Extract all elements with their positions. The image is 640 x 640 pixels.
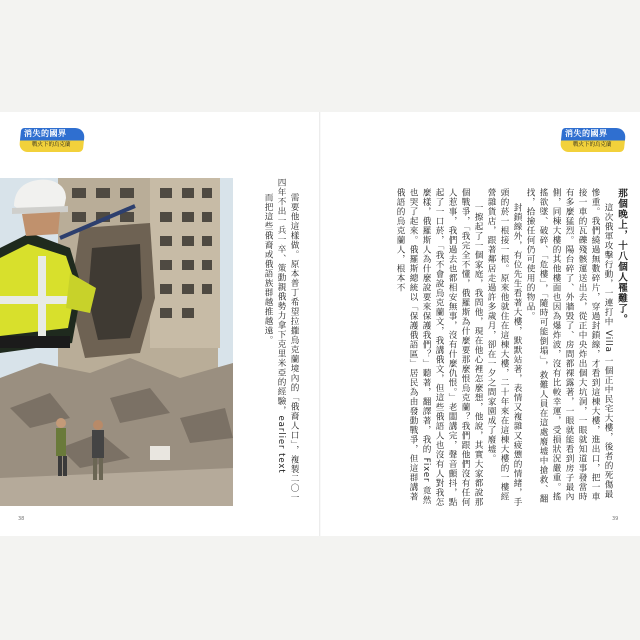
right-paragraph-2: 封鎖線外，有位先生看著大樓，默默站著，表情又複雜又疲憊的情緒，手頭的菸一根接一根。原來他就住在這棟大樓，二十年來在這棟大樓的一樓經營雜貨店，跟著鄰居走過許多歲月，卻在一夕之間家園成了廢墟。 xyxy=(486,188,522,508)
right-page xyxy=(320,112,640,536)
book-logo-right xyxy=(561,128,625,152)
firefighter-in-rubble-photo xyxy=(0,178,233,506)
left-paragraph-2: 而把這些俄裔或俄語族群越推越遠。 xyxy=(263,193,273,346)
right-page-body-text xyxy=(330,188,628,508)
right-paragraph-1: 這次俄軍攻擊行動，一連打中 Villa 一個正中民宅大樓，後者的死傷最慘重。我們繞過無數碎片，穿過封鎖線，才看到這棟大樓，進出口，把一車接一車的瓦礫殘骸運送出去，從正中央炸出個大坑洞，一眼就知道事發當時有多麼猛烈。陽台碎了、外牆毀了、房間都裸露著，一眼就能看到房子最內側，同棟大樓的其他樓面也因為爆炸波，沒有比較幸運，受損狀況嚴重。搖搖欲墜、破碎、「危樓」，「隨時可能倒塌」，救難人員在這處廢墟中搶救、翻找，拾撿任何仍可使用的物品。 xyxy=(525,188,613,504)
left-page xyxy=(0,112,320,536)
logo-subtitle: 戰火下的烏克蘭 xyxy=(573,142,612,148)
left-page-number: 38 xyxy=(18,516,25,522)
chapter-lead-line: 那個晚上，十八個人罹難了。 xyxy=(616,188,627,325)
right-page-number: 39 xyxy=(612,516,619,522)
logo-title: 消失的國界 xyxy=(24,129,67,138)
logo-subtitle: 戰火下的烏克蘭 xyxy=(32,142,71,148)
photo-illustration xyxy=(0,178,233,506)
left-page-body-text xyxy=(244,178,300,508)
right-paragraph-3: 一擦起了一個家庭，我問他，現在他心裡怎麼想，他說，其實大家都說那個戰爭，「我完全不懂，俄羅斯為什麼要那麼恨烏克蘭？我們跟他們沒有任何人惹事，我們過去也都相安無事，沒有什麼仇恨。」老闆講完，聲音顫抖，點起了一口菸，「我不會說烏克蘭文，我講俄文，但這些俄語人也沒有人對我怎麼樣，俄羅斯人為什麼說要來保護我們？」聽著，翻譯著，我的 Fixer 竟然也哭了起來。俄羅斯總統以「保護俄語區」居民為由發動戰爭，但這群講著俄語的烏克蘭人，根本不 xyxy=(395,188,483,508)
left-paragraph-1: 需要他這樣做。原本普丁希望拉攏烏克蘭境內的「俄裔人口」，複製二〇一四年不出一兵一卒、策動親俄勢力拿下克里米亞的經驗，earlier text xyxy=(276,178,299,503)
debris-bucket xyxy=(150,446,170,460)
book-logo-left xyxy=(20,128,84,152)
book-spread xyxy=(0,112,640,536)
logo-title: 消失的國界 xyxy=(565,129,608,138)
